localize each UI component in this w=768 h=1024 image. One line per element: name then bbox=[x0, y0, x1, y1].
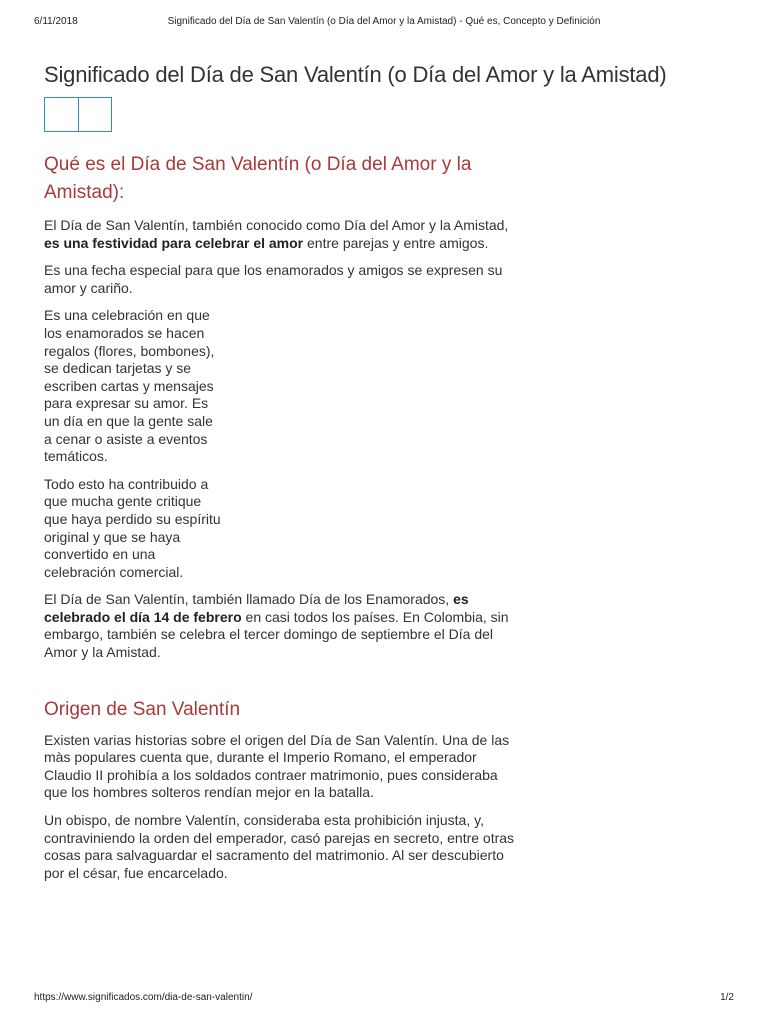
paragraph-intro-start: El Día de San Valentín, también conocido como Día del Amor y la Amistad, bbox=[44, 217, 509, 233]
share-button-left[interactable] bbox=[44, 97, 79, 132]
paragraph-origin-bishop: Un obispo, de nombre Valentín, consideraba esta prohibición injusta, y, contraviniendo la orden del emperador, casó parejas en secreto, entre otras cosas para salvaguardar el sacramento del matrimonio. Al ser descubierto por el césar, fue encarcelado. bbox=[44, 812, 515, 881]
print-page-title: Significado del Día de San Valentín (o Día del Amor y la Amistad) - Qué es, Concepto y Definición bbox=[167, 16, 601, 27]
section-heading-origin: Origen de San Valentín bbox=[44, 698, 241, 720]
paragraph-intro bbox=[44, 217, 524, 252]
print-header bbox=[34, 16, 734, 32]
section-heading-what-is: Qué es el Día de San Valentín (o Día del Amor y la Amistad): bbox=[44, 154, 472, 203]
share-buttons bbox=[44, 97, 112, 131]
page-title: Significado del Día de San Valentín (o Día del Amor y la Amistad) bbox=[44, 62, 667, 87]
paragraph-criticism: Todo esto ha contribuido a que mucha gente critique que haya perdido su espíritu original y que se haya convertido en una celebración comercial. bbox=[44, 475, 221, 580]
paragraph-date-bold: es celebrado el día 14 de febrero bbox=[44, 591, 469, 625]
paragraph-date bbox=[44, 591, 524, 661]
paragraph-origin-history: Existen varias historias sobre el origen del Día de San Valentín. Una de las màs populares cuenta que, durante el Imperio Romano, el emperador Claudio II prohibía a los soldados contraer matrimonio, pues consideraba que los hombres solteros rendían mejor en la batalla. bbox=[44, 731, 510, 801]
share-button-right[interactable] bbox=[79, 97, 113, 132]
paragraph-special-date: Es una fecha especial para que los enamorados y amigos se expresen su amor y cariño. bbox=[44, 262, 503, 296]
paragraph-intro-bold: es una festividad para celebrar el amor bbox=[44, 234, 304, 251]
article bbox=[44, 58, 667, 892]
print-url: https://www.significados.com/dia-de-san-valentin/ bbox=[34, 992, 253, 1003]
print-date: 6/11/2018 bbox=[34, 16, 78, 27]
paragraph-date-end: en casi todos los países. En Colombia, sin embargo, también se celebra el tercer domingo de septiembre el Día del Amor y la Amistad. bbox=[44, 608, 509, 661]
print-footer bbox=[34, 992, 734, 1008]
paragraph-intro-end: entre parejas y entre amigos. bbox=[303, 234, 489, 251]
page-number: 1/2 bbox=[720, 992, 734, 1003]
paragraph-celebration: Es una celebración en que los enamorados se hacen regalos (flores, bombones), se dedican tarjetas y se escriben cartas y mensajes para expresar su amor. Es un día en que la gente sale a cenar o asiste a eventos temáticos. bbox=[44, 307, 215, 465]
paragraph-date-start: El Día de San Valentín, también llamado Día de los Enamorados, bbox=[44, 591, 454, 608]
